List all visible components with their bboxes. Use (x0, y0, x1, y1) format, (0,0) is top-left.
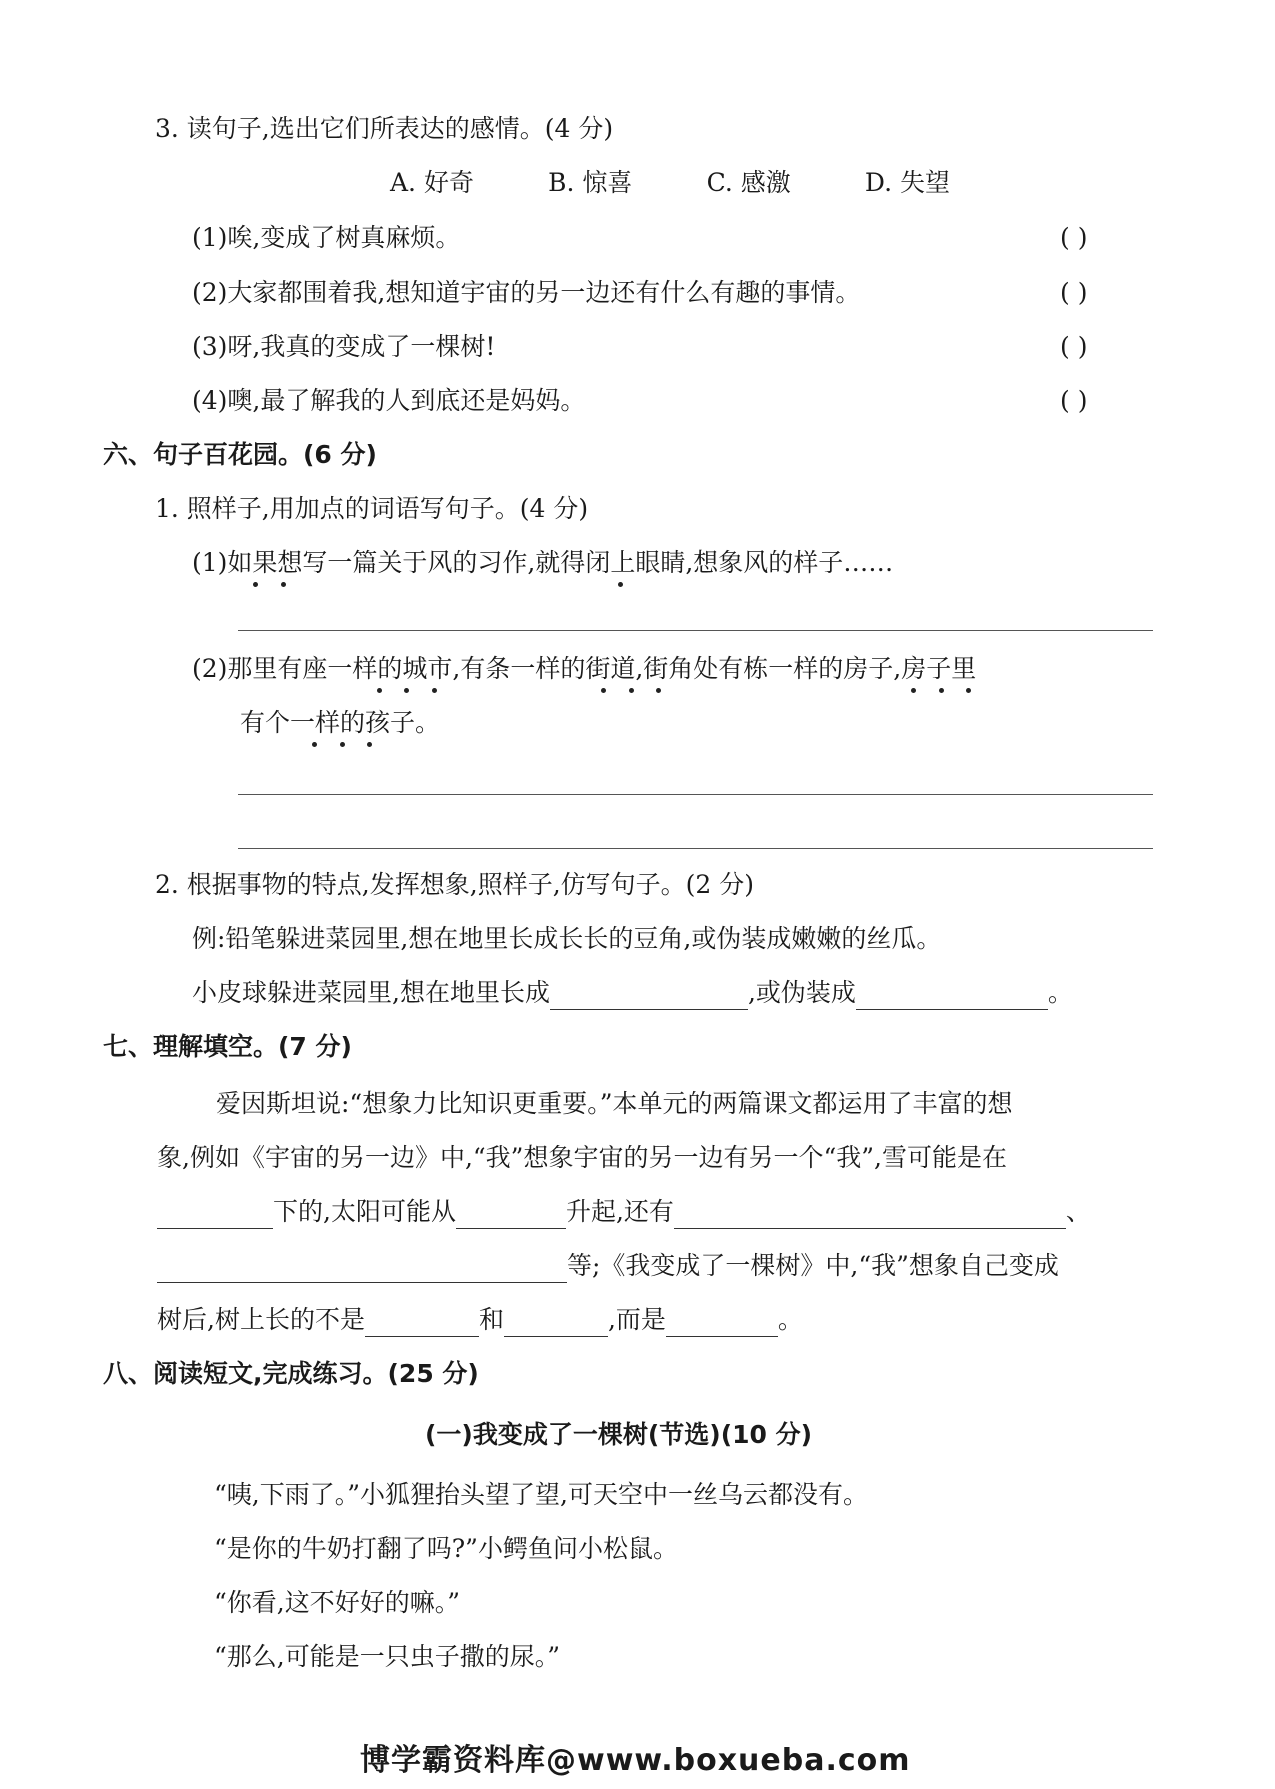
s7-line-3 (157, 1195, 1091, 1229)
s6-q1-item-2-line-1: (2)那里有座一样的城市,有条一样的街道,街角处有栋一样的房子,房子里 (192, 654, 977, 683)
q3-item-4: (4)噢,最了解我的人到底还是妈妈。 (192, 386, 586, 415)
answer-line[interactable] (238, 848, 1153, 849)
fill-blank[interactable] (666, 1310, 778, 1337)
s6-q1-item-2-line-2: 有个一样的孩子。 (240, 708, 441, 737)
option-b: B. 惊喜 (548, 168, 633, 197)
answer-paren-4[interactable]: ( ) (1060, 386, 1088, 415)
passage-paragraph-3: “你看,这不好好的嘛。” (214, 1588, 461, 1617)
option-c: C. 感激 (706, 168, 791, 197)
s6-q2-title: 2. 根据事物的特点,发挥想象,照样子,仿写句子。(2 分) (155, 870, 755, 899)
emphasis-dot (404, 688, 409, 693)
line-text: 下的,太阳可能从 (273, 1197, 456, 1226)
emphasis-dot (911, 688, 916, 693)
emphasis-dot (618, 582, 623, 587)
watermark: 博学霸资料库@www.boxueba.com (360, 1743, 911, 1778)
answer-paren-2[interactable]: ( ) (1060, 278, 1088, 307)
line-text: 。 (777, 1305, 803, 1334)
prompt-text: 小皮球躲进菜园里,想在地里长成 (192, 978, 550, 1007)
q3-title: 3. 读句子,选出它们所表达的感情。(4 分) (155, 114, 614, 143)
emphasis-dot (281, 582, 286, 587)
answer-paren-3[interactable]: ( ) (1060, 332, 1088, 361)
option-d: D. 失望 (864, 168, 950, 197)
s7-line-5 (157, 1303, 803, 1337)
s7-line-4 (157, 1249, 1059, 1283)
answer-paren-1[interactable]: ( ) (1060, 223, 1088, 252)
emphasis-dot (367, 742, 372, 747)
s6-q1-title: 1. 照样子,用加点的词语写句子。(4 分) (155, 494, 589, 523)
s6-q2-prompt (192, 976, 1073, 1010)
line-text: 、 (1065, 1197, 1091, 1226)
fill-blank[interactable] (504, 1310, 608, 1337)
fill-blank[interactable] (674, 1202, 1066, 1229)
emphasis-dot (340, 742, 345, 747)
line-text: ,而是 (607, 1305, 666, 1334)
fill-blank[interactable] (456, 1202, 566, 1229)
emphasis-dot (656, 688, 661, 693)
option-a: A. 好奇 (390, 168, 474, 197)
q3-options (390, 163, 950, 199)
section-7-title: 七、理解填空。(7 分) (103, 1032, 352, 1061)
section-8-title: 八、阅读短文,完成练习。(25 分) (103, 1359, 479, 1388)
s7-line-1: 爱因斯坦说:“想象力比知识更重要。”本单元的两篇课文都运用了丰富的想 (216, 1089, 1013, 1118)
line-text: 和 (478, 1305, 504, 1334)
line-text: 树后,树上长的不是 (157, 1305, 365, 1334)
passage-title: (一)我变成了一棵树(节选)(10 分) (425, 1420, 813, 1449)
s6-q2-example: 例:铅笔躲进菜园里,想在地里长成长长的豆角,或伪装成嫩嫩的丝瓜。 (192, 924, 942, 953)
emphasis-dot (629, 688, 634, 693)
prompt-text: 。 (1047, 978, 1073, 1007)
emphasis-dot (312, 742, 317, 747)
fill-blank[interactable] (157, 1256, 567, 1283)
emphasis-dot (966, 688, 971, 693)
prompt-text: ,或伪装成 (747, 978, 856, 1007)
fill-blank[interactable] (365, 1310, 479, 1337)
fill-blank[interactable] (856, 983, 1048, 1010)
emphasis-dot (253, 582, 258, 587)
passage-paragraph-4: “那么,可能是一只虫子撒的尿。” (214, 1642, 561, 1671)
s6-q1-item-1: (1)如果想写一篇关于风的习作,就得闭上眼睛,想象风的样子…… (192, 548, 894, 577)
q3-item-1: (1)唉,变成了树真麻烦。 (192, 223, 461, 252)
fill-blank[interactable] (550, 983, 748, 1010)
fill-blank[interactable] (157, 1202, 273, 1229)
line-text: 等;《我变成了一棵树》中,“我”想象自己变成 (567, 1251, 1059, 1280)
s7-line-2: 象,例如《宇宙的另一边》中,“我”想象宇宙的另一边有另一个“我”,雪可能是在 (157, 1143, 1007, 1172)
line-text: 升起,还有 (565, 1197, 674, 1226)
emphasis-dot (377, 688, 382, 693)
emphasis-dot (601, 688, 606, 693)
emphasis-dot (432, 688, 437, 693)
emphasis-dot (939, 688, 944, 693)
section-6-title: 六、句子百花园。(6 分) (103, 440, 377, 469)
passage-paragraph-1: “咦,下雨了。”小狐狸抬头望了望,可天空中一丝乌云都没有。 (214, 1480, 868, 1509)
q3-item-2: (2)大家都围着我,想知道宇宙的另一边还有什么有趣的事情。 (192, 278, 861, 307)
answer-line[interactable] (238, 794, 1153, 795)
passage-paragraph-2: “是你的牛奶打翻了吗?”小鳄鱼问小松鼠。 (214, 1534, 678, 1563)
answer-line[interactable] (238, 630, 1153, 631)
q3-item-3: (3)呀,我真的变成了一棵树! (192, 332, 496, 361)
